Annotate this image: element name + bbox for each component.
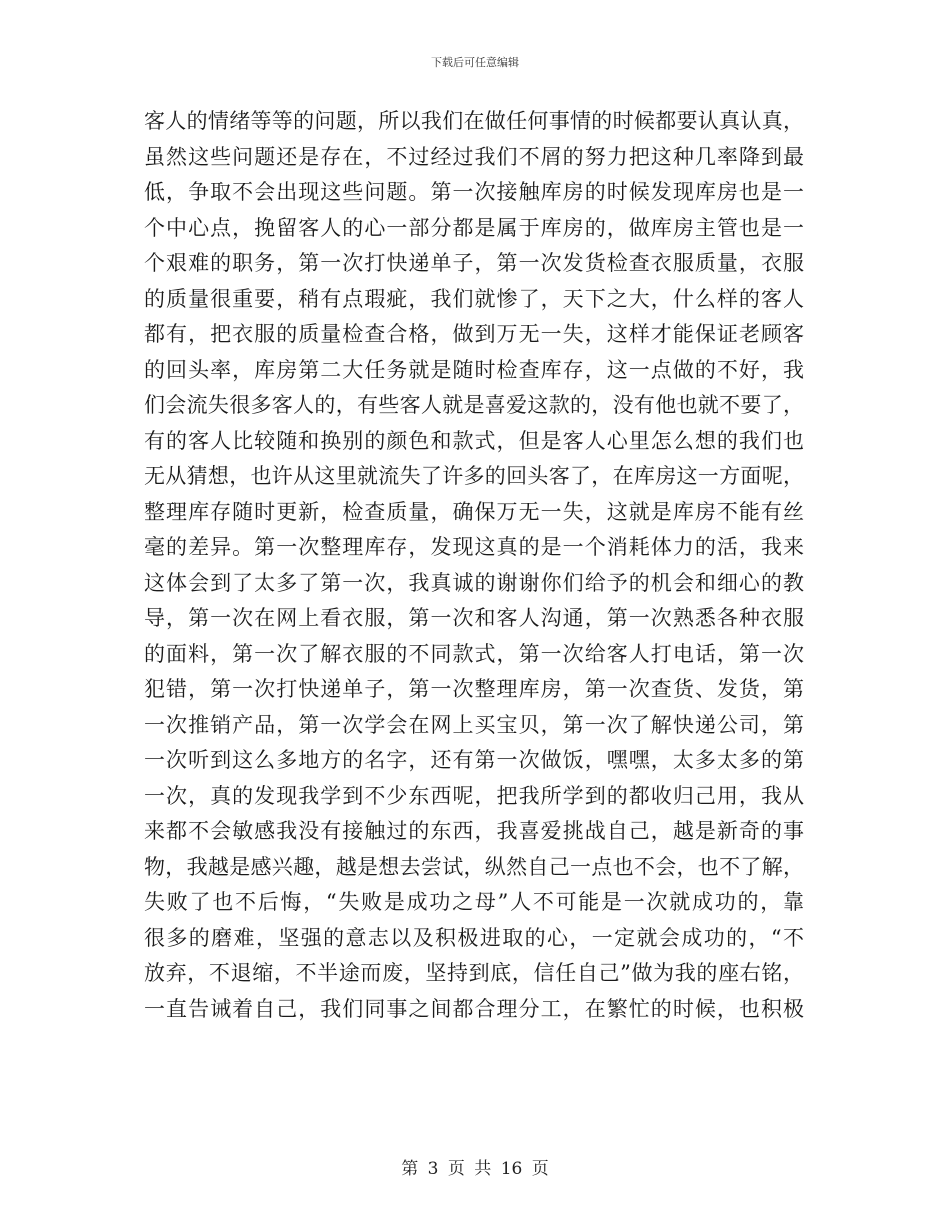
text-line: 来都不会敏感我没有接触过的东西，我喜爱挑战自己，越是新奇的事 (144, 819, 804, 843)
text-line: 导，第一次在网上看衣服，第一次和客人沟通，第一次熟悉各种衣服 (144, 606, 804, 630)
text-line: 都有，把衣服的质量检查合格，做到万无一失，这样才能保证老顾客 (144, 322, 804, 346)
text-line: 失败了也不后悔，“失败是成功之母”人不可能是一次就成功的，靠 (144, 890, 804, 914)
text-line: 一次，真的发现我学到不少东西呢，把我所学到的都收归己用，我从 (144, 783, 804, 808)
text-line: 无从猜想，也许从这里就流失了许多的回头客了，在库房这一方面呢， (144, 464, 804, 488)
text-line: 们会流失很多客人的，有些客人就是喜爱这款的，没有他也就不要了， (144, 393, 804, 417)
text-line: 这体会到了太多了第一次，我真诚的谢谢你们给予的机会和细心的教 (144, 570, 804, 595)
text-line: 很多的磨难，坚强的意志以及积极进取的心，一定就会成功的，“不 (144, 925, 804, 950)
text-line: 毫的差异。第一次整理库存，发现这真的是一个消耗体力的活，我来 (144, 535, 804, 559)
text-line: 一直告诫着自己，我们同事之间都合理分工，在繁忙的时候，也积极 (144, 996, 804, 1021)
text-line: 有的客人比较随和换别的颜色和款式，但是客人心里怎么想的我们也 (144, 428, 804, 453)
text-line: 的面料，第一次了解衣服的不同款式，第一次给客人打电话，第一次 (144, 641, 804, 666)
text-line: 整理库存随时更新，检查质量，确保万无一失，这就是库房不能有丝 (144, 499, 804, 524)
text-line: 一次听到这么多地方的名字，还有第一次做饭，嘿嘿，太多太多的第 (144, 748, 804, 772)
text-line: 虽然这些问题还是存在，不过经过我们不屑的努力把这种几率降到最 (144, 144, 804, 169)
text-line: 个中心点，挽留客人的心一部分都是属于库房的，做库房主管也是一 (144, 215, 804, 240)
text-line: 犯错，第一次打快递单子，第一次整理库房，第一次查货、发货，第 (144, 677, 804, 701)
text-line: 放弃，不退缩，不半途而废，坚持到底，信任自己”做为我的座右铭， (144, 961, 804, 985)
page-header: 下载后可任意编辑 (431, 56, 519, 69)
text-line: 的回头率，库房第二大任务就是随时检查库存，这一点做的不好，我 (144, 357, 804, 382)
text-line: 一次推销产品，第一次学会在网上买宝贝，第一次了解快递公司，第 (144, 712, 804, 737)
page-number-footer: 第 3 页 共 16 页 (401, 1159, 549, 1179)
text-line: 物，我越是感兴趣，越是想去尝试，纵然自己一点也不会，也不了解， (144, 854, 804, 879)
text-line: 低，争取不会出现这些问题。第一次接触库房的时候发现库房也是一 (144, 180, 804, 204)
text-line: 的质量很重要，稍有点瑕疵，我们就惨了，天下之大，什么样的客人 (144, 286, 804, 311)
document-body (144, 104, 804, 1027)
text-line: 个艰难的职务，第一次打快递单子，第一次发货检查衣服质量，衣服 (144, 251, 804, 275)
text-line: 客人的情绪等等的问题，所以我们在做任何事情的时候都要认真认真， (144, 109, 804, 133)
